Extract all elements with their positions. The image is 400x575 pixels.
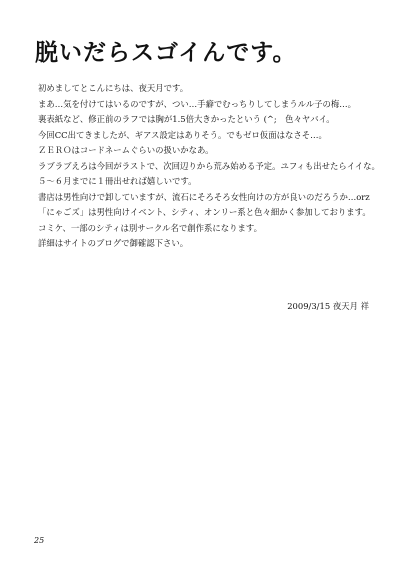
text-line: ラブラブえろは今回がラストで、次回辺りから荒み始める予定。ユフィも出せたらイイな。 [38,160,380,171]
text-line: ＺＥＲＯはコードネームぐらいの扱いかなあ。 [38,145,214,155]
text-line: ５～６月までに１冊出せれば嬉しいです。 [38,176,197,186]
text-line: 初めましてとこんにちは、夜天月です。 [38,83,189,93]
text-line: まあ…気を付けてはいるのですが、つい…手癖でむっちりしてしまうルル子の梅…。 [38,98,357,109]
text-line: 「にゃごズ」は男性向けイベント、シティ、オンリー系と色々細かく参加しております。 [38,207,371,217]
afterword-text [38,81,388,252]
text-line: 今回CC出てきましたが、ギアス設定はありそう。でもゼロ仮面はなさそ…。 [38,129,327,140]
text-line: 裏表紙など、修正前のラフでは胸が1.5倍大きかったという (^; 色々ヤバイ。 [38,114,335,124]
date-signature: 2009/3/15 夜天月 祥 [287,301,369,311]
text-line: 詳細はサイトのブログで御確認下さい。 [38,238,189,248]
page-number: 25 [34,536,45,545]
page-title: 脱いだらスゴイんです。 [35,40,297,66]
text-line: コミケ、一部のシティは別サークル名で創作系になります。 [38,222,262,233]
text-line: 書店は男性向けで卸していますが、流石にそろそろ女性向けの方が良いのだろうか…orz [38,191,370,202]
